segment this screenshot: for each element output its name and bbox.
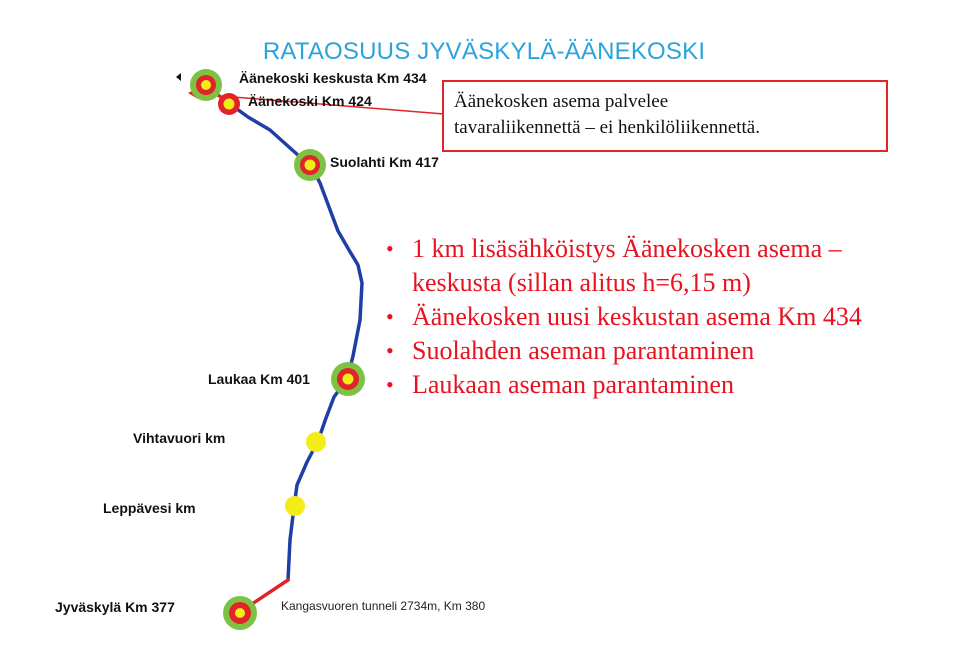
bullet-item: • Suolahden aseman parantaminen [384,334,924,368]
bullet-item: • Laukaan aseman parantaminen [384,368,924,402]
station-label-vihtavuori: Vihtavuori km [133,430,226,446]
station-label-suolahti: Suolahti Km 417 [330,154,439,170]
callout-line-2: tavaraliikennettä – ei henkilöliikennettä. [454,117,760,138]
station-label-aanekoski: Äänekoski Km 424 [248,93,372,109]
improvement-list [384,232,924,402]
page-title: RATAOSUUS JYVÄSKYLÄ-ÄÄNEKOSKI [262,38,706,65]
callout-line-1: Äänekosken asema palvelee [454,91,669,112]
station-marker-suolahti [294,149,326,181]
station-marker-jyvaskyla [223,596,257,630]
station-marker-leppavesi [285,496,305,516]
station-marker-laukaa [331,362,365,396]
station-label-leppavesi: Leppävesi km [103,500,196,516]
station-marker-vihtavuori [306,432,326,452]
station-marker-aanekoski [218,93,240,115]
callout-box [442,80,888,152]
station-label-jyvaskyla: Jyväskylä Km 377 [55,599,175,615]
station-label-laukaa: Laukaa Km 401 [208,371,310,387]
bullet-item: • 1 km lisäsähköistys Äänekosken asema – keskusta (sillan alitus h=6,15 m) [384,232,924,300]
station-marker-aanekoski-keskusta [190,69,222,101]
station-label-aanekoski-keskusta: Äänekoski keskusta Km 434 [239,70,427,86]
tunnel-note: Kangasvuoren tunneli 2734m, Km 380 [281,599,486,613]
bullet-item: • Äänekosken uusi keskustan asema Km 434 [384,300,924,334]
keskusta-arrow-icon [176,73,181,81]
